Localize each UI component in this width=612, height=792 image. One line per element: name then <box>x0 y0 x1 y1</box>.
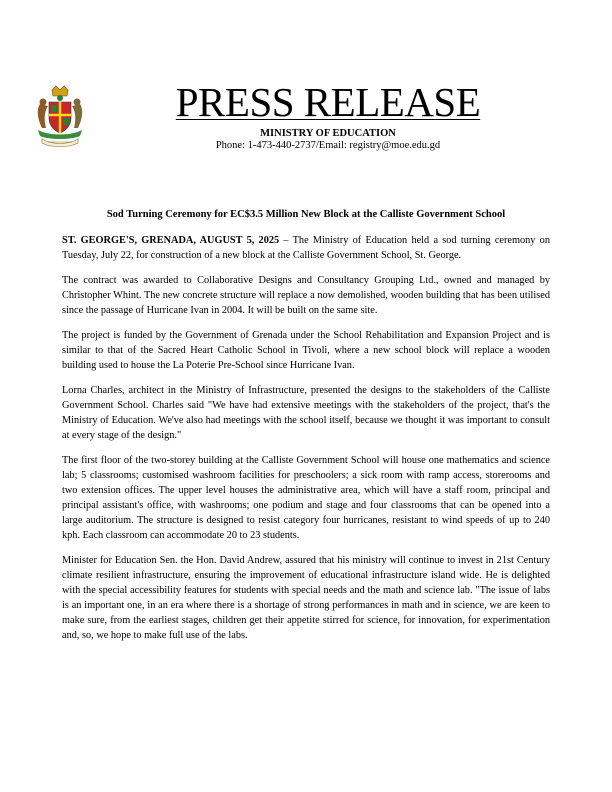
paragraph-3: The project is funded by the Government of Grenada under the School Rehabilitation and Expansion Project and is similar to that of the Sacred Heart Catholic School in Tivoli, where a new school block will replace a wooden building used to house the La Poterie Pre-School since Hurricane Ivan. <box>62 330 550 371</box>
ministry-name: MINISTRY OF EDUCATION <box>260 128 396 139</box>
contact-line: Phone: 1-473-440-2737/Email: registry@moe.edu.gd <box>215 140 441 151</box>
article-body <box>62 233 550 653</box>
dateline: ST. GEORGE'S, GRENADA, AUGUST 5, 2025 <box>62 235 280 246</box>
paragraph-5: The first floor of the two-storey building at the Calliste Government School will house one mathematics and science lab; 5 classrooms; customised washroom facilities for preschoolers; a sick room with ramp access, storerooms and two extension offices. The upper level houses the administrative area, which will have a staff room, principal and principal assistant's office, with washrooms; one podium and stage and four classrooms that can be opened into a large auditorium. The structure is designed to resist category four hurricanes, resistant to wind speeds of up to 240 kph. Each classroom can accommodate 20 to 23 students. <box>62 455 550 541</box>
grenada-coat-of-arms-icon <box>34 84 86 148</box>
paragraph-1-text: – The Ministry of Education held a sod turning ceremony on Tuesday, July 22, for construction of a new block at the Calliste Government School, St. George. <box>62 235 550 261</box>
paragraph-4: Lorna Charles, architect in the Ministry of Infrastructure, presented the designs to the stakeholders of the Calliste Government School. Charles said "We have had extensive meetings with the stakeholders of the project, that's the Ministry of Education. We've also had meetings with the school itself, because we thought it was important to consult at every stage of the design." <box>62 385 550 441</box>
paragraph-1 <box>62 233 550 263</box>
paragraph-6: Minister for Education Sen. the Hon. David Andrew, assured that his ministry will continue to invest in 21st Century climate resilient infrastructure, ensuring the improvement of educational infrastructure island wide. He is delighted with the special accessibility features for students with special needs and the math and science lab. "The issue of labs is an important one, in an era where there is a shortage of strong performances in math and in science, we are keen to make sure, from the earliest stages, children get their appetite stirred for science, for innovation, for experimentation and, so, we hope to make full use of the labs. <box>62 555 550 641</box>
page-title: PRESS RELEASE <box>175 79 481 125</box>
article-headline: Sod Turning Ceremony for EC$3.5 Million New Block at the Calliste Government School <box>106 209 506 220</box>
paragraph-2: The contract was awarded to Collaborative Designs and Consultancy Grouping Ltd., owned and managed by Christopher Whint. The new concrete structure will replace a now demolished, wooden building that has been utilised since the passage of Hurricane Ivan in 2004. It will be built on the same site. <box>62 275 550 316</box>
